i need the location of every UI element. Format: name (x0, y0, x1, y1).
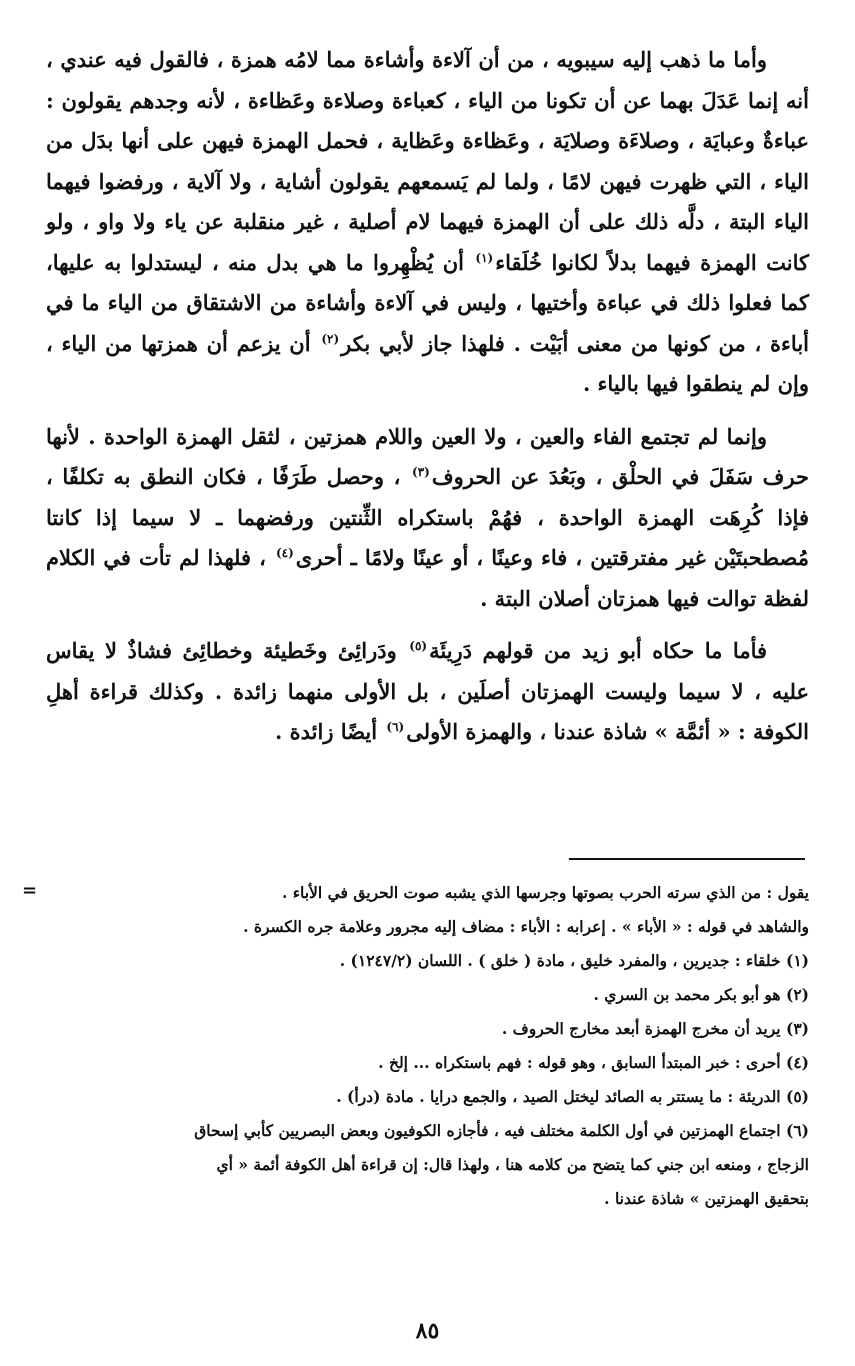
footnote-ref-3: (٣) (412, 465, 430, 479)
footnote-ref-2: (٢) (321, 331, 340, 346)
footnotes (46, 876, 809, 1216)
footnote-6-continued: الزجاج ، ومنعه ابن جني كما يتضح من كلامه هنا ، ولهذا قال: إن قراءة أهل الكوفة أئمة « أي (216, 1155, 809, 1174)
paragraph-2-text-b: ، وحصل طَرَفًا ، فكان النطق به تكلفًا ، فإذا كُرِهَت الهمزة الواحدة ، فهُمْ باستكراه الثِّنتين ورفضهما ـ لا سيما إذا كانتا مُصطحبتَيْن غير مفترقتين ، فاء وعينًا ، أو عينًا ولامًا ـ أحرى (46, 464, 809, 570)
footnote-3: (٣) يريد أن مخرج الهمزة أبعد مخارج الحروف . (501, 1019, 809, 1038)
footnote-6-continued: بتحقيق الهمزتين » شاذة عندنا . (604, 1189, 809, 1208)
footnote-ref-1: (١) (475, 250, 494, 265)
main-text (46, 40, 809, 753)
continuation-mark: = (22, 880, 38, 901)
paragraph-1 (46, 40, 809, 405)
footnote-ref-5: (٥) (409, 639, 428, 653)
footnote-4: (٤) أحرى : خبر المبتدأ السابق ، وهو قوله : فهم باستكراه ... إلخ . (378, 1053, 809, 1072)
footnote-ref-6: (٦) (386, 720, 405, 734)
paragraph-1-text-c: أن يزعم أن همزتها من الياء ، وإن لم ينطقوا فيها بالياء . (46, 330, 809, 396)
footnote-ref-4: (٤) (275, 546, 294, 560)
paragraph-2 (46, 417, 809, 620)
page-number: ٨٥ (415, 1318, 440, 1344)
paragraph-3-text-b: ودَرائِئ وخَطيئة وخطائِئ فشاذٌ لا يقاس عليه ، لا سيما وليست الهمزتان أصلَين ، بل الأولى منهما زائدة . وكذلك قراءة أهلِ الكوفة : « أئمَّة » شاذة عندنا ، والهمزة الأولى (46, 638, 809, 744)
footnote-line: والشاهد في قوله : « الأباء » . إعرابه : الأباء : مضاف إليه مجرور وعلامة جره الكسرة . (243, 917, 809, 936)
paragraph-1-text-a: وأما ما ذهب إليه سيبويه ، من أن آلاءة وأشاءة مما لامُه همزة ، فالقول فيه عندي ، أنه إنما عَدَلَ بهما عن أن تكونا من الياء ، كعباءة وصلاءة وعَظاءة ، لأنه وجدهم يقولون : عباءةٌ وعبايَة ، وصلاءَة وصلايَة ، وعَظاءة وعَظاية ، فحمل الهمزة فيهن على أنها بدَل من الياء ، التي ظهرت فيهن لامًا ، ولما لم يَسمعهم يقولون أشاية ، ولا آلاية ، ورفضوا فيهما الياء البتة ، دلَّه ذلك على أن الهمزة فيهما لام أصلية ، غير منقلبة عن ياء ولا واو ، ولو كانت الهمزة فيهما بدلاً لكانوا خُلَقاء (46, 47, 810, 275)
paragraph-1-text-b: أن يُظْهِروا ما هي بدل منه ، ليستدلوا به عليها، كما فعلوا ذلك في عباءة وأختيها ، وليس في آلاءة وأشاءة من الاشتقاق من الياء ما في أباءة ، من كونها من معنى أبَيْت . فلهذا جاز لأبي بكر (46, 249, 809, 356)
footnote-5: (٥) الدريئة : ما يستتر به الصائد ليختل الصيد ، والجمع درايا . مادة (درأ) . (336, 1087, 809, 1106)
paragraph-2-text-c: ، فلهذا لم تأت في الكلام لفظة توالت فيها همزتان أصلان البتة . (46, 545, 809, 611)
footnote-6: (٦) اجتماع الهمزتين في أول الكلمة مختلف فيه ، فأجازه الكوفيون وبعض البصريين كأبي إسحاق (194, 1121, 809, 1140)
footnote-separator-rule (569, 858, 805, 860)
footnote-line: يقول : من الذي سرته الحرب بصوتها وجرسها الذي يشبه صوت الحريق في الأباء . (281, 883, 809, 902)
paragraph-3-text-a: فأما ما حكاه أبو زيد من قولهم دَرِيئَة (429, 638, 768, 663)
paragraph-3 (46, 631, 809, 753)
paragraph-2-text-a: وإنما لم تجتمع الفاء والعين ، ولا العين واللام همزتين ، لثقل الهمزة الواحدة . لأنها حرف سَفَلَ في الحلْق ، وبَعُدَ عن الحروف (46, 423, 809, 489)
paragraph-3-text-c: أيضًا زائدة . (275, 719, 378, 744)
footnote-2: (٢) هو أبو بكر محمد بن السري . (593, 985, 809, 1004)
footnote-1: (١) خلقاء : جديرين ، والمفرد خليق ، مادة ( خلق ) . اللسان (١٢٤٧/٢) . (339, 951, 809, 970)
